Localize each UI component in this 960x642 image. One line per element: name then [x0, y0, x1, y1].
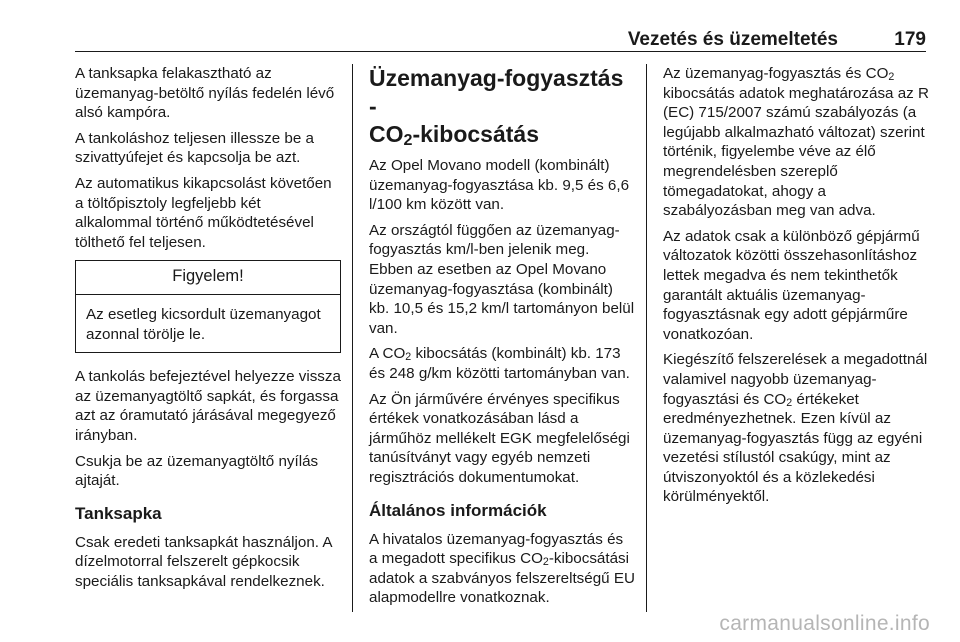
- paragraph: A tankoláshoz teljesen illessze be a szivattyúfejet és kapcsolja be azt.: [75, 129, 314, 167]
- warning-title: Figyelem!: [76, 261, 340, 295]
- paragraph: Csak eredeti tanksapkát használjon. A dízelmotorral felszerelt gépkocsik speciális tanksapkával rendelkeznek.: [75, 533, 332, 590]
- subheading-tanksapka: Tanksapka: [75, 503, 162, 523]
- section-title: Vezetés és üzemeltetés: [627, 29, 838, 50]
- paragraph: Csukja be az üzemanyagtöltő nyílás ajtaját.: [75, 452, 319, 490]
- paragraph: A $CO_2$ kibocsátás (kombinált) kb. 173 és 248 g/km közötti tartományban van.: [369, 345, 630, 382]
- paragraph: A hivatalos üzemanyag-fogyasztás és a megadott specifikus $CO_2$-kibocsátási adatok a szabványos felszereltségű EU alapmodellre vonatkoznak.: [369, 530, 635, 607]
- paragraph: Az adatok csak a különböző gépjármű változatok közötti összehasonlításhoz lettek megadva és nem tekinthetők garantált aktuális üzemanyag-fogyasztásnak egy adott gépjárműre vonatkozóan.: [663, 227, 920, 343]
- warning-text: Az esetleg kicsordult üzemanyagot azonnal törölje le.: [86, 305, 321, 343]
- paragraph: Az üzemanyag-fogyasztás és $CO_2$ kibocsátás adatok meghatározása az R (EC) 715/2007 számú szabályozás (a legújabb alkalmazható változat) szerint történik, figyelembe véve az élő megrendelésben szereplő tömegadatokat, ahogy a szabályozásban meg van adva.: [663, 65, 929, 220]
- column-right: [663, 64, 929, 513]
- watermark: carmanualsonline.info: [719, 612, 930, 635]
- paragraph: Kiegészítő felszerelések a megadottnál valamivel nagyobb üzemanyag-fogyasztási és $CO_2$ értékeket eredményezhetnek. Ezen kívül az üzemanyag-fogyasztás függ az egyéni vezetési stílustól csakúgy, mint az útviszonyoktól és a közlekedési körülményektől.: [663, 351, 928, 506]
- paragraph: A tankolás befejeztével helyezze vissza az üzemanyagtöltő sapkát, és forgassa azt az óramutató járásával megegyező irányban.: [75, 368, 341, 444]
- paragraph: Az országtól függően az üzemanyag-fogyasztás km/l-ben jelenik meg. Ebben az esetben az Opel Movano üzemanyag-fogyasztása (kombinált) kb. 10,5 és 15,2 km/l tartományon belül van.: [369, 221, 635, 337]
- section-heading: Üzemanyag-fogyasztás - $CO_2$-kibocsátás: [369, 65, 624, 150]
- paragraph: Az Opel Movano modell (kombinált) üzemanyag-fogyasztása kb. 9,5 és 6,6 l/100 km között van.: [369, 157, 630, 214]
- column-divider: [352, 64, 353, 612]
- column-divider: [646, 64, 647, 612]
- warning-box: [75, 260, 341, 353]
- column-left: [75, 64, 341, 597]
- subheading-general-info: Általános információk: [369, 500, 547, 520]
- paragraph: A tanksapka felakasztható az üzemanyag-betöltő nyílás fedelén lévő alsó kampóra.: [75, 65, 335, 122]
- page-number: 179: [894, 29, 926, 50]
- page-header: [75, 24, 926, 52]
- column-middle: [369, 64, 635, 614]
- paragraph: Az Ön járművére érvényes specifikus értékek vonatkozásában lásd a járműhöz mellékelt EGK megfelelőségi tanúsítványt vagy egyéb nemzeti regisztrációs dokumentumokat.: [369, 390, 630, 486]
- paragraph: Az automatikus kikapcsolást követően a töltőpisztoly legfeljebb két alkalommal történő működtetésével tölthető fel teljesen.: [75, 174, 332, 251]
